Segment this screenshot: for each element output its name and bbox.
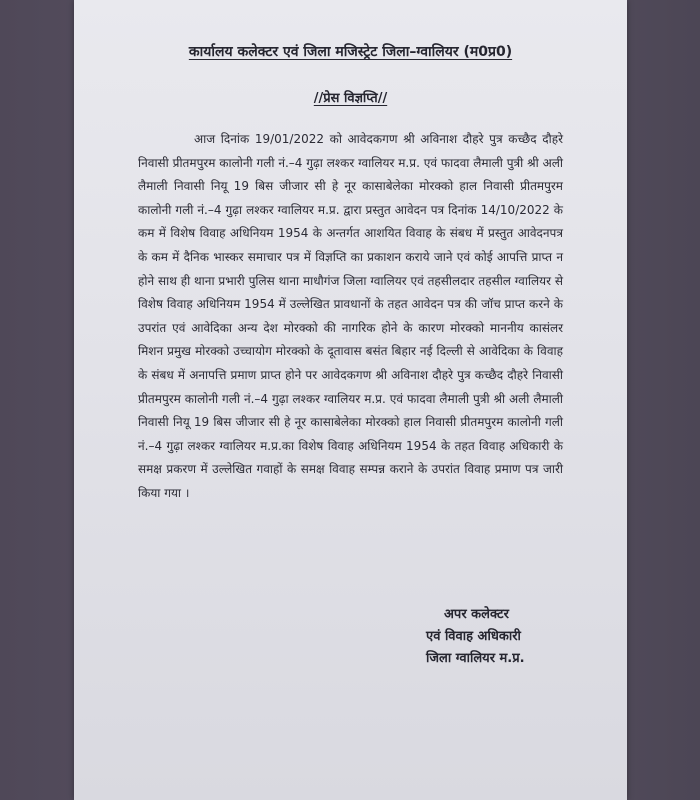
press-release-document — [74, 0, 627, 800]
press-release-title: //प्रेस विज्ञप्ति// — [313, 91, 388, 106]
press-release-body: आज दिनांक 19/01/2022 को आवेदकगण श्री अविनाश दौहरे पुत्र कच्छैद दौहरे निवासी प्रीतमपुरम कालोनी गली नं.–4 गुढ़ा लश्कर ग्वालियर म.प्र. एवं फादवा लैमाली पुत्री श्री अली लैमाली निवासी नियू 19 बिस जीजार सी हे नूर कासाबेलेका मोरक्को हाल निवासी प्रीतमपुरम कालोनी गली नं.–4 गुढ़ा लश्कर ग्वालियर म.प्र. द्वारा प्रस्तुत आवेदन पत्र दिनांक 14/10/2022 के कम में विशेष विवाह अधिनियम 1954 के अन्तर्गत आशयित विवाह के संबध में प्रस्तुत आवेदनपत्र के कम में दैनिक भास्कर समाचार पत्र में विज्ञप्ति का प्रकाशन कराये जाने एवं कोई आपत्ति प्राप्त न होने साथ ही थाना प्रभारी पुलिस थाना माधौगंज जिला ग्वालियर एवं तहसीलदार तहसील ग्वालियर से विशेष विवाह अधिनियम 1954 में उल्लेखित प्रावधानों के तहत आवेदन पत्र की जॉच प्राप्त करने के उपरांत एवं आवेदिका अन्य देश मोरक्को की नागरिक होने के कारण मोरक्को माननीय कासंलर मिशन प्रमुख मोरक्को उच्चायोग मोरक्को के दूतावास बसंत बिहार नई दिल्ली से आवेदिका के विवाह के संबध में अनापत्ति प्रमाण प्राप्त होने पर आवेदकगण श्री अविनाश दौहरे पुत्र कच्छैद दौहरे निवासी प्रीतमपुरम कालोनी गली नं.–4 गुढ़ा लश्कर ग्वालियर म.प्र. एवं फादवा लैमाली पुत्री श्री अली लैमाली निवासी नियू 19 बिस जीजार सी हे नूर कासाबेलेका मोरक्को हाल निवासी प्रीतमपुरम कालोनी गली नं.–4 गुढ़ा लश्कर ग्वालियर म.प्र.का विशेष विवाह अधिनियम 1954 के तहत विवाह अधिकारी के समक्ष प्रकरण में उल्लेखित गवाहों के समक्ष विवाह सम्पन्न कराने के उपरांत विवाह प्रमाण पत्र जारी किया गया । — [138, 132, 563, 500]
signature-district: जिला ग्वालियर म.प्र. — [426, 651, 525, 666]
signature-designation: अपर कलेक्टर — [444, 607, 509, 622]
signature-block — [414, 604, 525, 670]
signature-role: एवं विवाह अधिकारी — [426, 629, 521, 644]
office-heading: कार्यालय कलेक्टर एवं जिला मजिस्ट्रेट जिला–ग्वालियर (म0प्र0) — [188, 44, 513, 60]
